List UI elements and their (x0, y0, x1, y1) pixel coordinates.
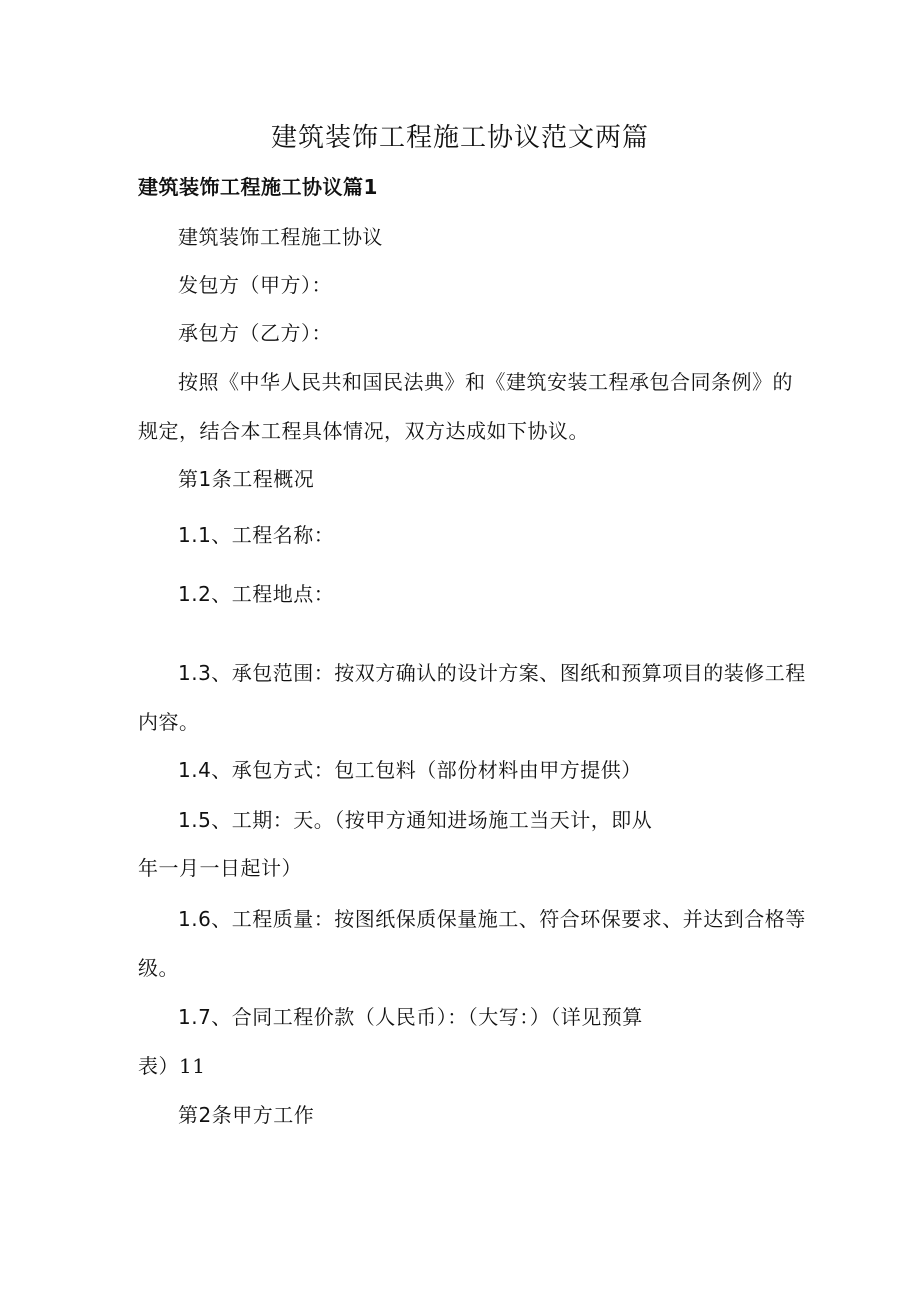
clause-1-6-line-2: 级。 (138, 956, 179, 980)
section-title: 建筑装饰工程施工协议篇1 (138, 175, 378, 199)
clause-1-3-line-1: 1.3、承包范围：按双方确认的设计方案、图纸和预算项目的装修工程 (178, 661, 806, 685)
article-1-heading: 第1条工程概况 (178, 467, 315, 491)
article-2-heading: 第2条甲方工作 (178, 1103, 315, 1127)
party-a-line: 发包方（甲方）： (178, 273, 332, 297)
clause-1-6-line-1: 1.6、工程质量：按图纸保质保量施工、符合环保要求、并达到合格等 (178, 907, 806, 931)
clause-1-1: 1.1、工程名称： (178, 523, 335, 547)
clause-1-7-line-1: 1.7、合同工程价款（人民币）：（大写：）（详见预算 (178, 1005, 643, 1029)
party-b-line: 承包方（乙方）： (178, 321, 332, 345)
clause-1-5-line-2: 年一月一日起计） (138, 856, 302, 880)
clause-1-3-line-2: 内容。 (138, 710, 200, 734)
contract-name: 建筑装饰工程施工协议 (178, 225, 383, 249)
clause-1-2: 1.2、工程地点： (178, 582, 335, 606)
document-title: 建筑装饰工程施工协议范文两篇 (270, 123, 649, 153)
clause-1-4: 1.4、承包方式：包工包料（部份材料由甲方提供） (178, 758, 642, 782)
preamble-line-2: 规定，结合本工程具体情况，双方达成如下协议。 (138, 419, 589, 443)
clause-1-7-line-2: 表）11 (138, 1054, 206, 1078)
clause-1-5-line-1: 1.5、工期：天。（按甲方通知进场施工当天计，即从 (178, 808, 653, 832)
preamble-line-1: 按照《中华人民共和国民法典》和《建筑安装工程承包合同条例》的 (178, 370, 793, 394)
